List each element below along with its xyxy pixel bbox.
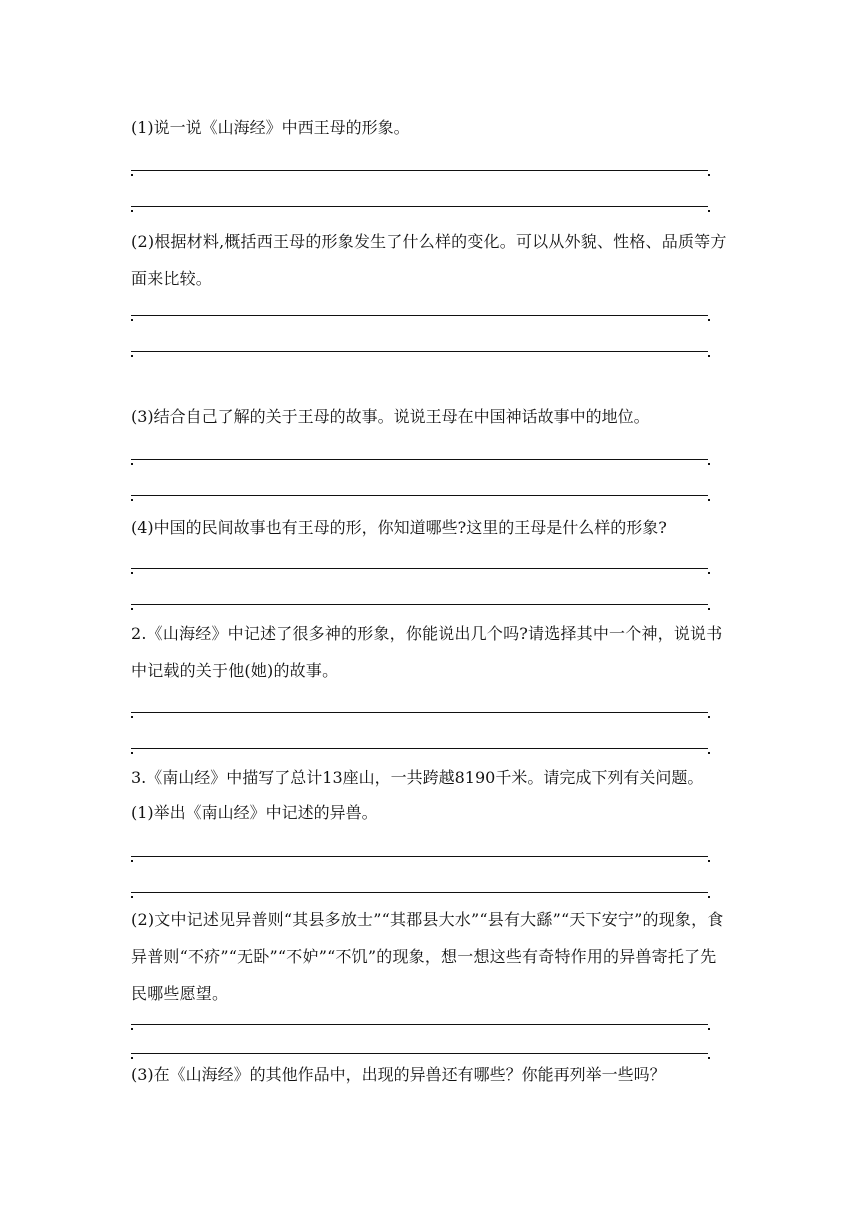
question-3-3: (3)在《山海经》的其他作品中，出现的异兽还有哪些？你能再列举一些吗？	[131, 1065, 666, 1084]
question-1-2: (2)根据材料,概括西王母的形象发生了什么样的变化。可以从外貌、性格、品质等方面来比较。	[131, 232, 727, 288]
question-3-1: (1)举出《南山经》中记述的异兽。	[131, 803, 378, 822]
answer-line[interactable]	[131, 1024, 711, 1032]
answer-line[interactable]	[131, 604, 711, 612]
answer-line[interactable]	[131, 495, 711, 503]
question-3-2: (2)文中记述见异普则“其县多放士”“其郡县大水”“县有大繇”“天下安宁”的现象，食异普则“不疥”“无卧”“不妒”“不饥”的现象，想一想这些有奇特作用的异兽寄托了先民哪些愿望。	[131, 910, 724, 1003]
question-3: 3.《南山经》中描写了总计13座山，一共跨越8190千米。请完成下列有关问题。	[131, 768, 704, 787]
answer-line[interactable]	[131, 712, 711, 720]
answer-line[interactable]	[131, 856, 711, 864]
answer-line[interactable]	[131, 351, 711, 359]
answer-line[interactable]	[131, 892, 711, 900]
question-1-4: (4)中国的民间故事也有王母的形，你知道哪些?这里的王母是什么样的形象?	[131, 518, 667, 537]
answer-line[interactable]	[131, 1053, 711, 1061]
question-1-3: (3)结合自己了解的关于王母的故事。说说王母在中国神话故事中的地位。	[131, 407, 650, 426]
answer-line[interactable]	[131, 315, 711, 323]
question-2: 2.《山海经》中记述了很多神的形象，你能说出几个吗?请选择其中一个神，说说书中记载的关于他(她)的故事。	[131, 624, 723, 680]
answer-line[interactable]	[131, 170, 711, 178]
answer-line[interactable]	[131, 748, 711, 756]
answer-line[interactable]	[131, 459, 711, 467]
answer-line[interactable]	[131, 206, 711, 214]
question-1-1: (1)说一说《山海经》中西王母的形象。	[131, 118, 410, 137]
answer-line[interactable]	[131, 568, 711, 576]
